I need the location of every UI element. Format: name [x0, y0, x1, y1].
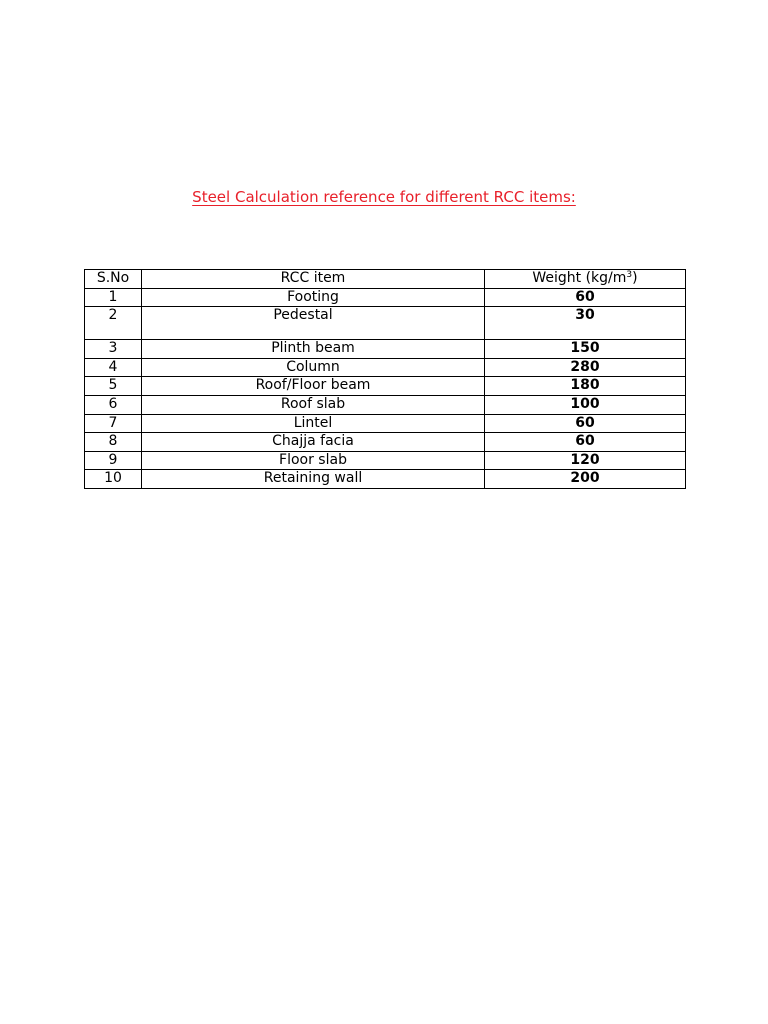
table-row	[85, 451, 686, 470]
row-sno: 1	[85, 288, 142, 307]
row-item: Roof/Floor beam	[142, 377, 485, 396]
table-row	[85, 470, 686, 489]
row-weight: 120	[485, 451, 686, 470]
row-weight: 180	[485, 377, 686, 396]
table-row	[85, 307, 686, 340]
row-sno: 5	[85, 377, 142, 396]
row-sno: 10	[85, 470, 142, 489]
row-item: Chajja facia	[142, 433, 485, 452]
row-sno: 7	[85, 414, 142, 433]
row-item: Roof slab	[142, 395, 485, 414]
row-sno: 6	[85, 395, 142, 414]
row-weight: 280	[485, 358, 686, 377]
row-weight: 200	[485, 470, 686, 489]
header-weight	[485, 270, 686, 289]
row-sno: 2	[85, 307, 142, 340]
table-row	[85, 414, 686, 433]
header-rcc-item: RCC item	[142, 270, 485, 289]
row-item: Floor slab	[142, 451, 485, 470]
header-weight-suffix: )	[632, 270, 638, 286]
row-weight: 60	[485, 414, 686, 433]
table-row	[85, 433, 686, 452]
row-sno: 3	[85, 340, 142, 359]
header-sno: S.No	[85, 270, 142, 289]
row-item: Retaining wall	[142, 470, 485, 489]
row-sno: 9	[85, 451, 142, 470]
header-weight-superscript: 3	[626, 270, 633, 280]
row-item-label: Pedestal	[273, 307, 333, 324]
row-weight: 100	[485, 395, 686, 414]
table-row	[85, 358, 686, 377]
table-row	[85, 377, 686, 396]
steel-reference-table	[84, 269, 686, 489]
table-row	[85, 395, 686, 414]
row-item	[142, 307, 485, 340]
table-row	[85, 340, 686, 359]
table-header-row	[85, 270, 686, 289]
row-sno: 8	[85, 433, 142, 452]
table-row	[85, 288, 686, 307]
header-weight-prefix: Weight (kg/m	[532, 270, 627, 286]
document-title: Steel Calculation reference for different RCC items:	[192, 188, 576, 206]
row-weight: 30	[485, 307, 686, 340]
row-item: Plinth beam	[142, 340, 485, 359]
row-weight: 60	[485, 433, 686, 452]
row-item: Lintel	[142, 414, 485, 433]
row-weight: 60	[485, 288, 686, 307]
row-sno: 4	[85, 358, 142, 377]
row-item: Footing	[142, 288, 485, 307]
row-weight: 150	[485, 340, 686, 359]
row-item: Column	[142, 358, 485, 377]
